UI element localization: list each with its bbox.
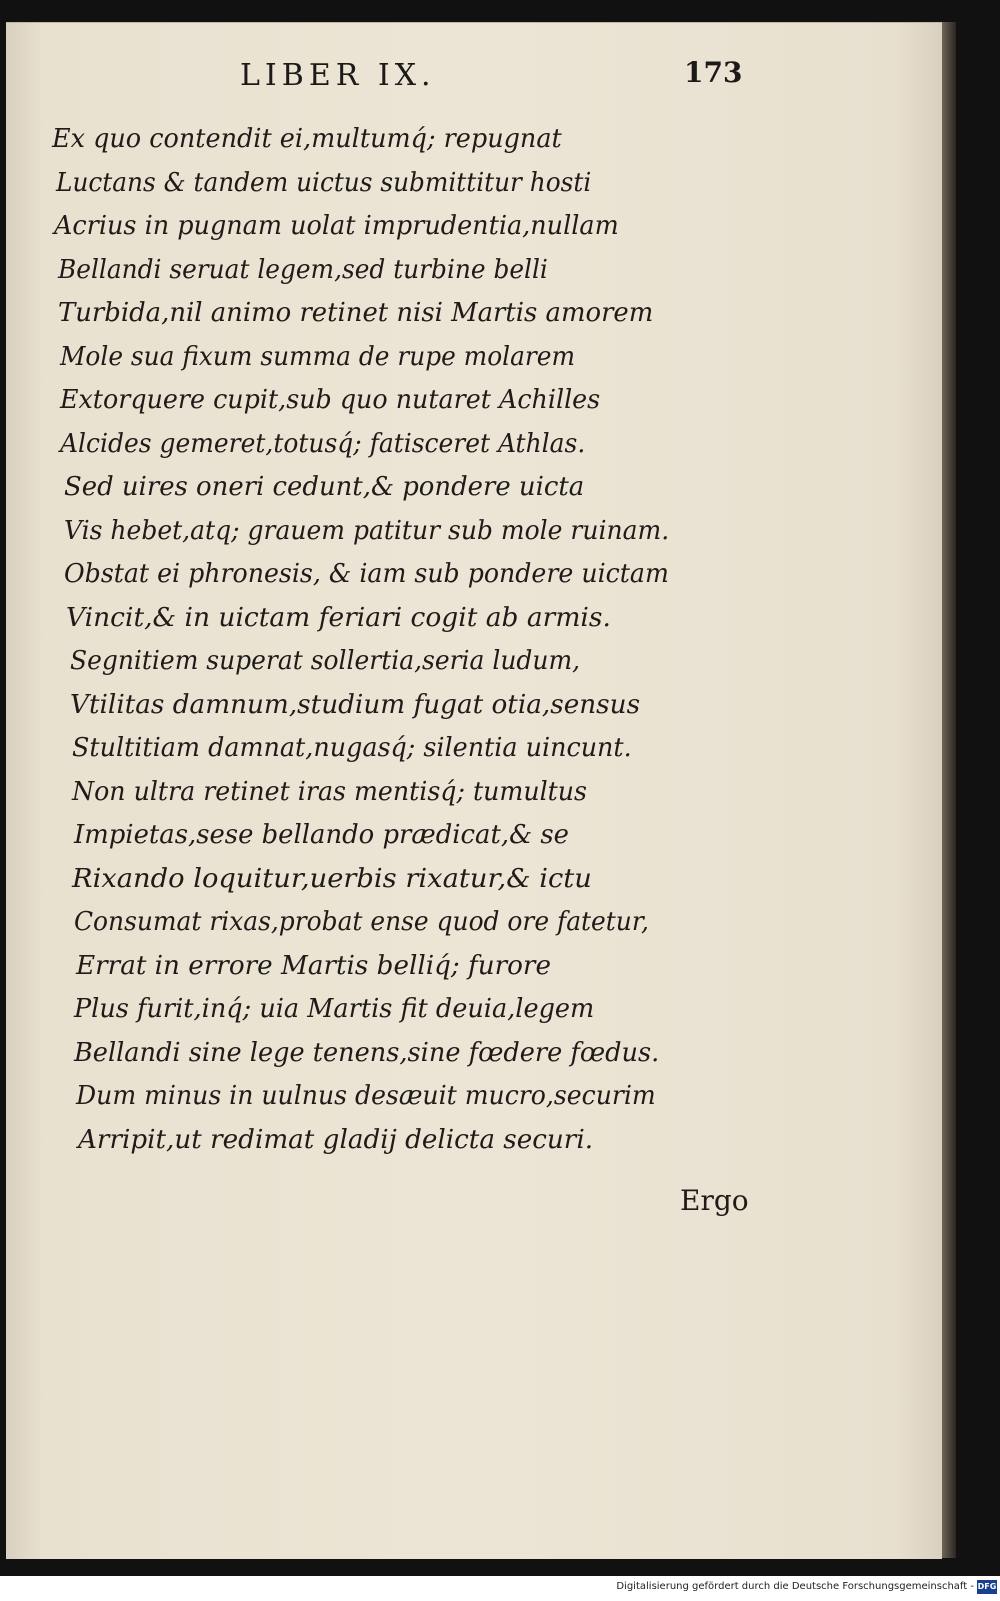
verse-line: Errat in errore Martis belliq́; furore <box>76 950 551 981</box>
dfg-logo: DFG <box>977 1580 997 1594</box>
verse-line: Vincit,& in uictam feriari cogit ab armis. <box>66 602 611 633</box>
verse-line: Stultitiam damnat,nugasq́; silentia uincunt. <box>72 733 632 763</box>
verse-line: Extorquere cupit,sub quo nutaret Achilles <box>60 385 601 415</box>
verse-line: Impietas,sese bellando prædicat,& se <box>74 820 569 850</box>
digitization-credit: Digitalisierung gefördert durch die Deutsche Forschungsgemeinschaft - <box>616 1581 974 1592</box>
verse-line: Vtilitas damnum,studium fugat otia,sensus <box>70 689 641 720</box>
verse-line: Bellandi seruat legem,sed turbine belli <box>58 254 548 285</box>
verse-line: Obstat ei phronesis, & iam sub pondere uictam <box>64 559 669 589</box>
verse-line: Luctans & tandem uictus submittitur hosti <box>56 167 592 198</box>
running-title: LIBER IX. <box>240 58 436 93</box>
footer-bar <box>0 1576 1000 1601</box>
verse-line: Consumat rixas,probat ense quod ore fatetur, <box>74 907 649 937</box>
verse-line: Acrius in pugnam uolat imprudentia,nullam <box>54 211 619 241</box>
verse-line: Turbida,nil animo retinet nisi Martis amorem <box>58 298 654 328</box>
verse-line: Mole sua fixum summa de rupe molarem <box>60 341 576 372</box>
folio-number: 173 <box>684 56 743 89</box>
verse-line: Alcides gemeret,totusq́; fatisceret Athlas. <box>60 428 586 459</box>
verse-line: Arripit,ut redimat gladij delicta securi. <box>78 1124 594 1155</box>
verse-line: Sed uires oneri cedunt,& pondere uicta <box>64 472 585 502</box>
verse-line: Segnitiem superat sollertia,seria ludum, <box>70 646 581 676</box>
verse-line: Dum minus in uulnus desæuit mucro,securim <box>76 1081 656 1111</box>
catchword: Ergo <box>680 1184 749 1217</box>
verse-line: Rixando loquitur,uerbis rixatur,& ictu <box>72 863 592 894</box>
verse-line: Vis hebet,atq; grauem patitur sub mole ruinam. <box>64 515 670 546</box>
verse-line: Non ultra retinet iras mentisq́; tumultus <box>72 776 588 807</box>
verse-line: Bellandi sine lege tenens,sine fœdere fœdus. <box>74 1037 660 1068</box>
page-edge-shadow <box>942 22 956 1558</box>
verse-line: Ex quo contendit ei,multumq́; repugnat <box>52 124 562 154</box>
verse-line: Plus furit,inq́; uia Martis fit deuia,legem <box>74 994 595 1024</box>
